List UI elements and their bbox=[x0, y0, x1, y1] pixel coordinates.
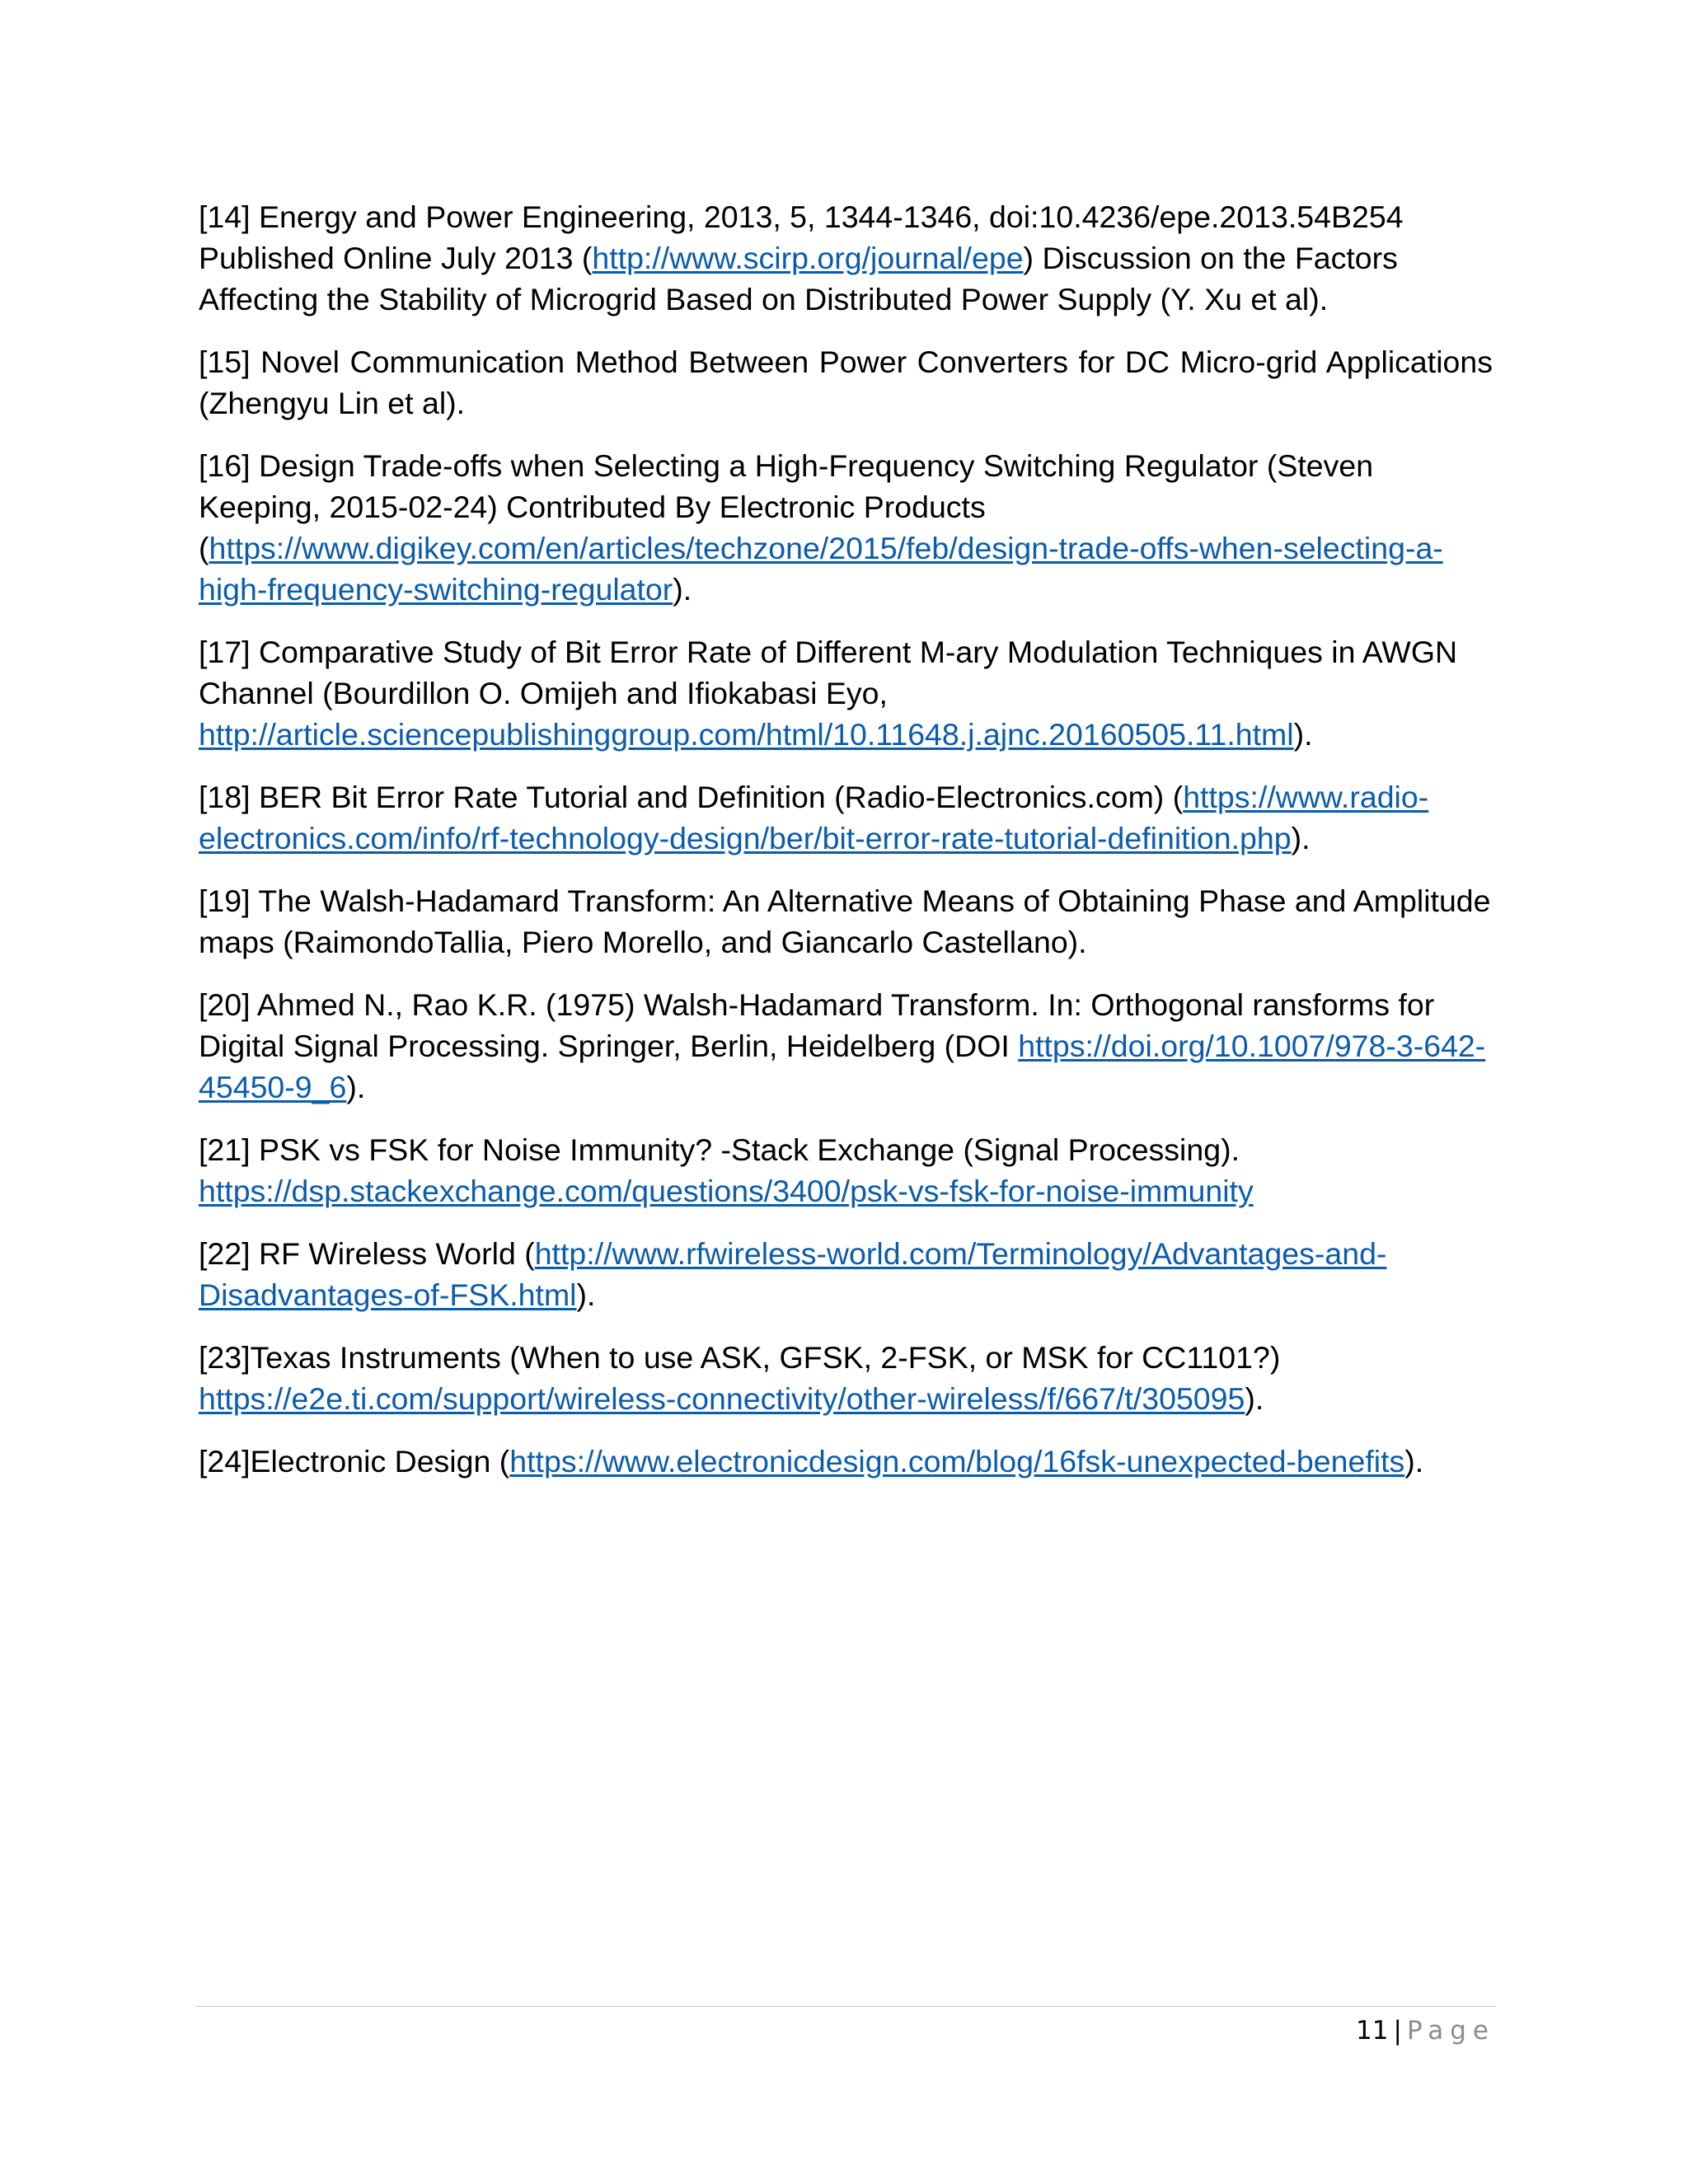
reference-text: [24]Electronic Design ( bbox=[199, 1444, 510, 1479]
reference-text: ). bbox=[1293, 717, 1313, 752]
reference-text: [23]Texas Instruments (When to use ASK, GFSK, 2-FSK, or MSK for CC1101?) bbox=[199, 1340, 1281, 1375]
reference-text: ). bbox=[1245, 1381, 1264, 1416]
reference-22 bbox=[199, 1233, 1493, 1315]
reference-24 bbox=[199, 1441, 1493, 1482]
reference-text: ). bbox=[576, 1277, 596, 1312]
reference-text: ( bbox=[199, 531, 209, 565]
reference-17 bbox=[199, 631, 1493, 755]
reference-link[interactable]: http://article.sciencepublishinggroup.com/html/10.11648.j.ajnc.20160505.11.html bbox=[199, 717, 1294, 752]
reference-19 bbox=[199, 880, 1493, 963]
reference-text: ). bbox=[1291, 821, 1311, 855]
page-footer bbox=[1356, 2013, 1495, 2049]
reference-text: [18] BER Bit Error Rate Tutorial and Definition (Radio-Electronics.com) ( bbox=[199, 780, 1184, 814]
reference-text: [16] Design Trade-offs when Selecting a High-Frequency Switching Regulator (Steven Keeping, 2015-02-24) Contributed By Electronic Products bbox=[199, 448, 1374, 524]
reference-23 bbox=[199, 1337, 1493, 1419]
reference-15 bbox=[199, 341, 1493, 424]
reference-18 bbox=[199, 776, 1493, 859]
reference-text: ) Discussion on the Factors Affecting the Stability of Microgrid Based on Distributed Power Supply (Y. Xu et al). bbox=[199, 241, 1398, 316]
reference-20 bbox=[199, 984, 1493, 1108]
page-label: Page bbox=[1406, 2016, 1495, 2046]
page-number: 11 bbox=[1356, 2016, 1389, 2046]
reference-link[interactable]: https://e2e.ti.com/support/wireless-connectivity/other-wireless/f/667/t/305095 bbox=[199, 1381, 1245, 1416]
reference-text: [15] Novel Communication Method Between Power Converters for DC Micro-grid Applications (Zhengyu Lin et al). bbox=[199, 344, 1493, 420]
reference-text: [19] The Walsh-Hadamard Transform: An Alternative Means of Obtaining Phase and Amplitude maps (RaimondoTallia, Piero Morello, and Giancarlo Castellano). bbox=[199, 883, 1491, 959]
reference-text: [20] Ahmed N., Rao K.R. (1975) Walsh-Hadamard Transform. In: Orthogonal ransforms for Digital Signal Processing. Springer, Berlin, Heidelberg (DOI bbox=[199, 987, 1435, 1063]
reference-text: ). bbox=[673, 572, 692, 607]
reference-text: ). bbox=[1404, 1444, 1424, 1479]
reference-link[interactable]: https://doi.org/10.1007/978-3-642-45450-9_6 bbox=[199, 1029, 1486, 1104]
reference-link[interactable]: https://www.radio-electronics.com/info/rf-technology-design/ber/bit-error-rate-tutorial-definition.php bbox=[199, 780, 1429, 855]
reference-link[interactable]: https://www.digikey.com/en/articles/techzone/2015/feb/design-trade-offs-when-selecting-a-high-frequency-switching-regulator bbox=[199, 531, 1443, 607]
reference-list bbox=[199, 196, 1493, 1503]
reference-text: [17] Comparative Study of Bit Error Rate of Different M-ary Modulation Techniques in AWGN Channel (Bourdillon O. Omijeh and Ifiokabasi Eyo, bbox=[199, 635, 1458, 710]
reference-link[interactable]: https://www.electronicdesign.com/blog/16fsk-unexpected-benefits bbox=[509, 1444, 1405, 1479]
footer-divider bbox=[195, 2006, 1495, 2007]
reference-14 bbox=[199, 196, 1493, 320]
reference-text: ). bbox=[346, 1070, 366, 1104]
reference-text: [22] RF Wireless World ( bbox=[199, 1236, 535, 1271]
page-separator: | bbox=[1393, 2016, 1402, 2046]
reference-link[interactable]: https://dsp.stackexchange.com/questions/3400/psk-vs-fsk-for-noise-immunity bbox=[199, 1174, 1254, 1208]
reference-text: [21] PSK vs FSK for Noise Immunity? -Stack Exchange (Signal Processing). bbox=[199, 1132, 1240, 1167]
reference-link[interactable]: http://www.scirp.org/journal/epe bbox=[592, 241, 1024, 275]
reference-link[interactable]: http://www.rfwireless-world.com/Terminology/Advantages-and-Disadvantages-of-FSK.html bbox=[199, 1236, 1387, 1312]
reference-16 bbox=[199, 445, 1493, 610]
reference-text: [14] Energy and Power Engineering, 2013, 5, 1344-1346, doi:10.4236/epe.2013.54B254 Published Online July 2013 ( bbox=[199, 199, 1404, 275]
reference-21 bbox=[199, 1129, 1493, 1212]
